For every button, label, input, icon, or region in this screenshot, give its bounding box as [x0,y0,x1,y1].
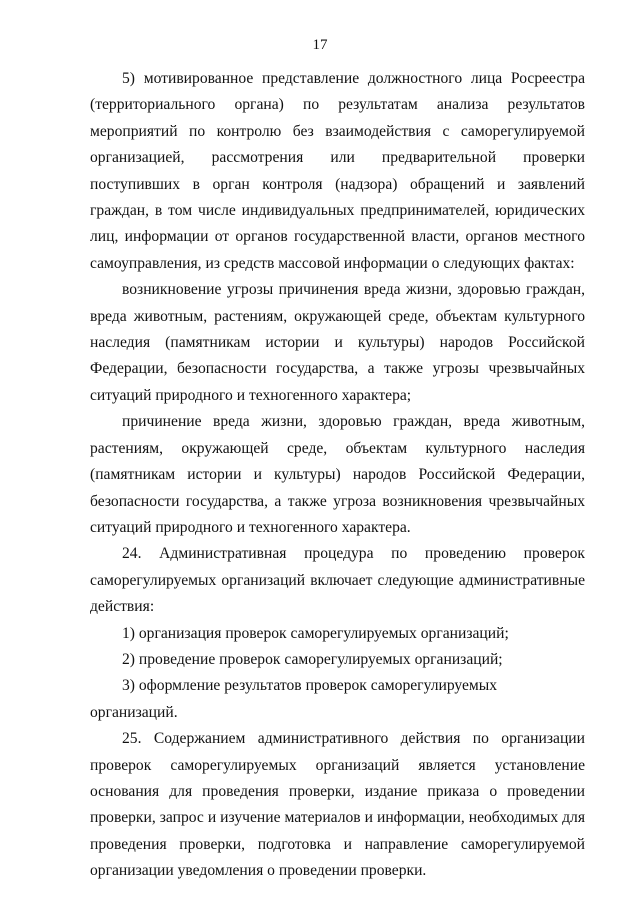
list-item-1: 1) организация проверок саморегулируемых организаций; [122,624,509,642]
paragraph-harm: причинение вреда жизни, здоровью граждан, вреда животным, растениям, окружающей среде, объектам культурного наследия (памятникам истории и культуры) народов Российской Федерации, безопасности государства, а также угроза возникновения чрезвычайных ситуаций природного и техногенного характера. [90,413,585,536]
paragraph-25: 25. Содержанием административного действия по организации проверок саморегулируемых организаций является установление основания для проведения проверки, издание приказа о проведении проверки, запрос и изучение материалов и информации, необходимых для проведения проверки, подготовка и направление саморегулируемой организации уведомления о проведении проверки. [90,730,585,880]
paragraph-threat: возникновение угрозы причинения вреда жизни, здоровью граждан, вреда животным, растениям, окружающей среде, объектам культурного наследия (памятникам истории и культуры) народов Российской Федерации, безопасности государства, а также угрозы чрезвычайных ситуаций природного и техногенного характера; [90,281,585,404]
list-item-2: 2) проведение проверок саморегулируемых организаций; [122,650,503,668]
document-body [90,66,585,885]
list-item-3: 3) оформление результатов проверок саморегулируемых организаций. [90,677,498,721]
paragraph-24: 24. Административная процедура по проведению проверок саморегулируемых организаций включает следующие административные действия: [90,545,585,616]
paragraph-item-5: 5) мотивированное представление должностного лица Росреестра (территориального органа) по результатам анализа результатов мероприятий по контролю без взаимодействия с саморегулируемой организацией, рассмотрения или предварительной проверки поступивших в орган контроля (надзора) обращений и заявлений граждан, в том числе индивидуальных предпринимателей, юридических лиц, информации от органов государственной власти, органов местного самоуправления, из средств массовой информации о следующих фактах: [90,70,585,272]
page-number: 17 [312,37,328,53]
